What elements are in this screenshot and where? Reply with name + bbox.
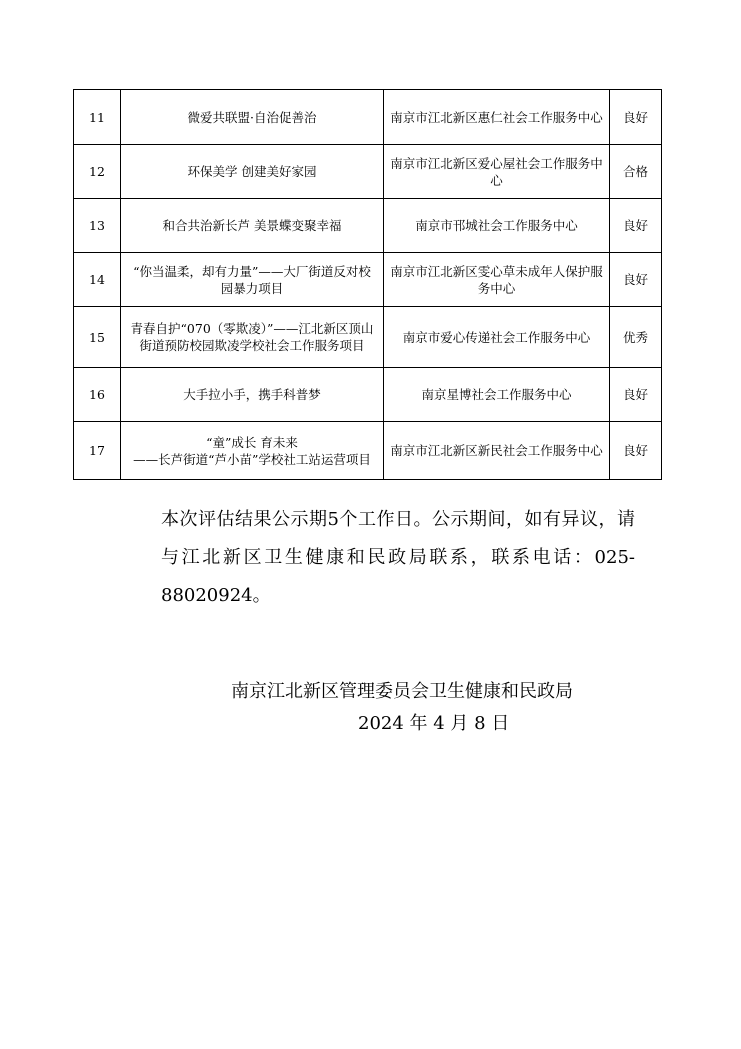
service-org: 南京市江北新区雯心草未成年人保护服务中心 (384, 253, 610, 307)
table-row (74, 307, 662, 368)
service-org: 南京市江北新区爱心屋社会工作服务中心 (384, 145, 610, 199)
service-org: 南京市爱心传递社会工作服务中心 (384, 307, 610, 368)
grade: 良好 (610, 90, 662, 145)
grade: 良好 (610, 422, 662, 480)
service-org: 南京市邗城社会工作服务中心 (384, 199, 610, 253)
project-name: 青春自护“070（零欺凌）”——江北新区顶山街道预防校园欺凌学校社会工作服务项目 (121, 307, 384, 368)
grade: 良好 (610, 199, 662, 253)
publicity-notice (125, 501, 635, 615)
issuing-organization: 南京江北新区管理委员会卫生健康和民政局 (231, 681, 573, 702)
table-row (74, 90, 662, 145)
project-name: “你当温柔，却有力量”——大厂街道反对校园暴力项目 (121, 253, 384, 307)
notice-text: 本次评估结果公示期5个工作日。公示期间，如有异议，请与江北新区卫生健康和民政局联系，联系电话：025-88020924。 (161, 509, 635, 606)
signature-block (231, 676, 631, 740)
row-number: 16 (74, 368, 121, 422)
service-org: 南京市江北新区惠仁社会工作服务中心 (384, 90, 610, 145)
row-number: 14 (74, 253, 121, 307)
project-name-line: ——长芦街道“芦小苗”学校社工站运营项目 (133, 451, 371, 467)
table-row (74, 145, 662, 199)
grade: 良好 (610, 368, 662, 422)
project-name: 微爱共联盟·自治促善治 (121, 90, 384, 145)
service-org: 南京星博社会工作服务中心 (384, 368, 610, 422)
row-number: 11 (74, 90, 121, 145)
service-org: 南京市江北新区新民社会工作服务中心 (384, 422, 610, 480)
row-number: 12 (74, 145, 121, 199)
grade: 合格 (610, 145, 662, 199)
row-number: 17 (74, 422, 121, 480)
grade: 良好 (610, 253, 662, 307)
issue-date: 2024 年 4 月 8 日 (358, 713, 510, 734)
project-name (121, 422, 384, 480)
project-name: 环保美学 创建美好家园 (121, 145, 384, 199)
project-name: 大手拉小手，携手科普梦 (121, 368, 384, 422)
project-name: 和合共治新长芦 美景蝶变聚幸福 (121, 199, 384, 253)
table-row (74, 368, 662, 422)
project-name-line: “童”成长 育未来 (206, 434, 298, 450)
grade: 优秀 (610, 307, 662, 368)
row-number: 13 (74, 199, 121, 253)
evaluation-results-table (73, 89, 662, 480)
table-row (74, 253, 662, 307)
table-row (74, 199, 662, 253)
row-number: 15 (74, 307, 121, 368)
table-row (74, 422, 662, 480)
